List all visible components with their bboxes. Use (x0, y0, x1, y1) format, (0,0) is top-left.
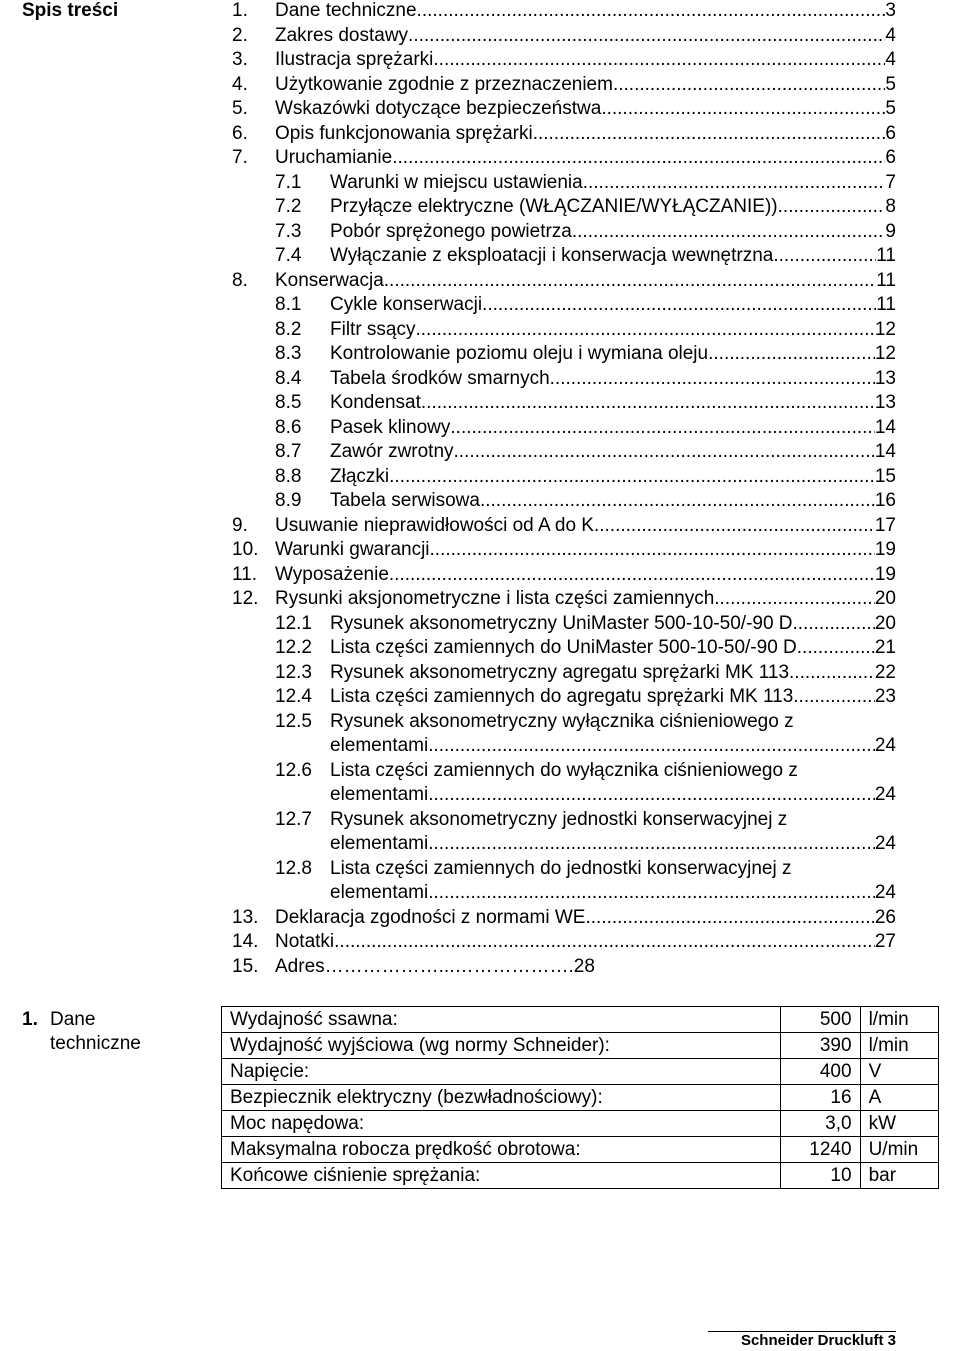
toc-entry-title: Wyłączanie z eksploatacji i konserwacja wewnętrzna (330, 245, 774, 266)
toc-entry[interactable] (232, 269, 896, 294)
spec-label: Bezpiecznik elektryczny (bezwładnościowy): (222, 1085, 781, 1111)
toc-entry-page: 14 (874, 416, 896, 438)
toc-entry-number: 12.5 (275, 710, 312, 732)
toc-entry-number: 12.4 (275, 686, 312, 707)
toc-entry-page: 28 (573, 955, 595, 977)
toc-entry[interactable] (232, 489, 896, 514)
toc-entry-leader (421, 391, 875, 416)
toc-entry-title: Kontrolowanie poziomu oleju i wymiana oleju (330, 343, 709, 364)
table-row (222, 1111, 939, 1137)
toc-entry-title: Lista części zamiennych do agregatu sprężarki MK 113 (330, 686, 794, 707)
toc-entry-leader (428, 783, 875, 808)
toc-entry-leader (408, 24, 885, 49)
toc-entry-number: 12.6 (275, 759, 312, 781)
toc-entry-number: 3. (232, 49, 248, 70)
toc-entry[interactable] (232, 906, 896, 931)
toc-entry-title: Usuwanie nieprawidłowości od A do K (275, 514, 594, 536)
toc-entry-title: Rysunek aksonometryczny UniMaster 500-10-50/-90 D (330, 612, 793, 634)
toc-entry-title: Warunki gwarancji (275, 539, 430, 560)
toc-entry-leader (789, 661, 875, 686)
toc-entry-number: 8.7 (275, 441, 302, 462)
toc-entry[interactable] (232, 0, 896, 24)
toc-entry-leader (613, 73, 885, 98)
toc-entry-number: 12.7 (275, 808, 312, 830)
toc-entry-page: 5 (885, 73, 896, 95)
toc-entry-title: Zawór zwrotny (330, 441, 454, 462)
toc-entry-number: 4. (232, 73, 248, 95)
toc-entry-title: Lista części zamiennych do wyłącznika ciśnieniowego z (330, 759, 798, 781)
toc-entry-title: Lista części zamiennych do UniMaster 500-10-50/-90 D (330, 637, 797, 658)
toc-entry[interactable] (232, 367, 896, 392)
toc-entry-number: 7.3 (275, 220, 302, 242)
toc-entry[interactable] (232, 440, 896, 465)
toc-entry-title: Adres (275, 955, 325, 977)
toc-entry-page: 4 (885, 49, 896, 70)
toc-entry-page: 9 (885, 220, 896, 242)
technical-data-table (221, 1006, 939, 1189)
toc-entry-page: 14 (874, 441, 896, 462)
toc-entry-title-continued: elementami (330, 833, 429, 854)
toc-entry-number: 12.8 (275, 857, 312, 879)
toc-entry-page: 13 (874, 392, 896, 413)
table-row (222, 1085, 939, 1111)
spec-value: 400 (780, 1059, 860, 1085)
spec-label: Napięcie: (222, 1059, 781, 1085)
toc-entry-leader (450, 416, 874, 441)
toc-entry[interactable] (232, 612, 896, 637)
toc-entry[interactable] (232, 391, 896, 416)
toc-entry-number: 10. (232, 539, 259, 560)
toc-entry-leader (797, 636, 875, 661)
toc-entry-leader (585, 906, 874, 931)
toc-entry-number: 7. (232, 147, 248, 168)
toc-entry-title: Pasek klinowy (330, 416, 451, 438)
table-row (222, 1137, 939, 1163)
toc-entry-title: Rysunek aksonometryczny jednostki konserwacyjnej z (330, 808, 788, 830)
toc-entry[interactable] (232, 538, 896, 563)
toc-entry-page: 13 (874, 367, 896, 389)
toc-entry-page: 15 (874, 465, 896, 487)
toc-entry[interactable] (232, 48, 896, 73)
spec-value: 500 (780, 1007, 860, 1033)
toc-entry-number: 5. (232, 98, 248, 119)
toc-entry-leader (482, 293, 876, 318)
toc-entry-page: 7 (885, 171, 896, 193)
toc-entry-leader (428, 832, 875, 857)
toc-entry[interactable] (232, 73, 896, 98)
toc-entry-number: 12.3 (275, 661, 312, 683)
toc-entry-leader (334, 930, 875, 955)
toc-entry-title: Opis funkcjonowania sprężarki (275, 122, 533, 144)
toc-entry-page: 27 (874, 931, 896, 952)
toc-entry-title: Ilustracja sprężarki (275, 49, 434, 70)
toc-entry-page: 17 (874, 514, 896, 536)
toc-entry-number: 14. (232, 931, 259, 952)
toc-entry-number: 13. (232, 906, 259, 928)
toc-entry-title: Cykle konserwacji (330, 294, 483, 315)
page-footer: Schneider Druckluft 3 (740, 1332, 896, 1349)
toc-entry-number: 12.1 (275, 612, 312, 634)
toc-entry-number: 6. (232, 122, 248, 144)
toc-entry-page: 11 (876, 245, 896, 266)
toc-entry[interactable] (232, 171, 896, 196)
section-number: 1. (22, 1009, 38, 1030)
toc-entry-title: Tabela serwisowa (330, 490, 480, 511)
toc-entry-page: 21 (874, 637, 896, 658)
spec-unit: A (860, 1085, 938, 1111)
toc-entry-number: 12. (232, 588, 259, 609)
toc-entry-page: 11 (876, 269, 896, 291)
toc-entry-page: 12 (874, 318, 896, 340)
toc-entry-page: 19 (874, 539, 896, 560)
table-row (222, 1163, 939, 1189)
toc-entry-number: 7.1 (275, 171, 302, 193)
toc-entry[interactable] (232, 220, 896, 245)
toc-entry-number: 8.4 (275, 367, 302, 389)
toc-entry-page: 5 (885, 98, 896, 119)
toc-entry[interactable] (232, 514, 896, 539)
toc-entry-leader (594, 514, 875, 539)
toc-entry[interactable] (232, 24, 896, 49)
toc-entry[interactable] (232, 416, 896, 441)
toc-entry-page: 24 (874, 735, 896, 756)
toc-entry-page: 6 (885, 147, 896, 168)
toc-entry-number: 12.2 (275, 637, 312, 658)
table-row (222, 1007, 939, 1033)
toc-entry-number: 9. (232, 514, 248, 536)
toc-entry-page: 12 (874, 343, 896, 364)
toc-entry-number: 8.5 (275, 392, 302, 413)
toc-entry[interactable] (232, 857, 896, 906)
toc-entry-leader (417, 0, 886, 24)
toc-entry-title: Pobór sprężonego powietrza (330, 220, 572, 242)
toc-entry-title-continued: elementami (330, 784, 429, 805)
toc-entry-number: 2. (232, 24, 248, 46)
spec-value: 16 (780, 1085, 860, 1111)
toc-entry-number: 8. (232, 269, 248, 291)
toc-entry-leader (384, 269, 876, 294)
toc-entry[interactable] (232, 661, 896, 686)
spec-label: Moc napędowa: (222, 1111, 781, 1137)
spec-value: 1240 (780, 1137, 860, 1163)
toc-entry-number: 11. (232, 563, 258, 585)
toc-entry-title-continued: elementami (330, 882, 429, 903)
spec-label: Końcowe ciśnienie sprężania: (222, 1163, 781, 1189)
toc-entry[interactable] (232, 122, 896, 147)
toc-entry-leader (454, 440, 875, 465)
toc-entry-title-continued: elementami (330, 735, 429, 756)
spec-value: 390 (780, 1033, 860, 1059)
toc-entry-page: 26 (874, 906, 896, 928)
toc-entry-title: Rysunki aksjonometryczne i lista części zamiennych (275, 588, 715, 609)
toc-entry-number: 8.3 (275, 343, 302, 364)
spec-unit: l/min (860, 1007, 938, 1033)
toc-entry-leader (428, 734, 875, 759)
section-title: Dane techniczne (50, 1009, 141, 1054)
toc-entry-number: 8.1 (275, 294, 302, 315)
toc-entry-leader (480, 489, 875, 514)
toc-entry-page: 24 (874, 833, 896, 854)
toc-entry[interactable] (232, 293, 896, 318)
toc-entry-leader (773, 244, 876, 269)
toc-entry-page: 11 (876, 294, 896, 315)
toc-entry-leader (572, 220, 886, 245)
table-row (222, 1033, 939, 1059)
table-of-contents (232, 0, 896, 979)
toc-entry[interactable] (232, 710, 896, 759)
toc-entry-title: Notatki (275, 931, 335, 952)
toc-entry-title: Uruchamianie (275, 147, 393, 168)
toc-entry-title: Użytkowanie zgodnie z przeznaczeniem (275, 73, 613, 95)
toc-entry[interactable] (232, 318, 896, 343)
toc-entry-leader (533, 122, 886, 147)
toc-entry-title: Tabela środków smarnych (330, 367, 550, 389)
toc-entry-leader (583, 171, 886, 196)
toc-entry-leader (793, 685, 875, 710)
spec-value: 10 (780, 1163, 860, 1189)
toc-entry-number: 8.2 (275, 318, 302, 340)
toc-entry-page: 24 (874, 784, 896, 805)
toc-entry-leader (433, 48, 885, 73)
toc-entry-leader (778, 195, 886, 220)
toc-entry-page: 6 (885, 122, 896, 144)
toc-entry[interactable] (232, 808, 896, 857)
toc-entry-leader (793, 612, 875, 637)
toc-entry[interactable] (232, 97, 896, 122)
toc-entry-number: 8.6 (275, 416, 302, 438)
toc-entry[interactable] (232, 930, 896, 955)
toc-entry-number: 7.2 (275, 196, 302, 217)
spec-value: 3,0 (780, 1111, 860, 1137)
toc-entry-leader (601, 97, 885, 122)
toc-entry-leader (714, 587, 875, 612)
toc-entry[interactable] (232, 146, 896, 171)
toc-entry-leader (550, 367, 875, 392)
toc-entry[interactable] (232, 759, 896, 808)
spec-label: Wydajność wyjściowa (wg normy Schneider): (222, 1033, 781, 1059)
toc-entry-title: Wskazówki dotyczące bezpieczeństwa (275, 98, 602, 119)
toc-entry-leader (416, 318, 875, 343)
toc-entry-leader (392, 146, 885, 171)
toc-entry[interactable] (232, 342, 896, 367)
toc-entry-leader (389, 563, 875, 588)
spec-label: Maksymalna robocza prędkość obrotowa: (222, 1137, 781, 1163)
spec-unit: V (860, 1059, 938, 1085)
toc-heading: Spis treści (22, 0, 119, 21)
toc-entry-page: 4 (885, 24, 896, 46)
toc-entry[interactable] (232, 685, 896, 710)
toc-entry-page: 16 (874, 490, 896, 511)
toc-entry-number: 8.9 (275, 490, 302, 511)
toc-entry-page: 22 (874, 661, 896, 683)
toc-entry-title: Warunki w miejscu ustawienia (330, 171, 583, 193)
toc-entry-title: Filtr ssący (330, 318, 416, 340)
toc-entry-page: 20 (874, 612, 896, 634)
toc-entry-title: Kondensat (330, 392, 421, 413)
toc-entry-title: Dane techniczne (275, 0, 417, 21)
toc-entry-title: Konserwacja (275, 269, 384, 291)
toc-entry-title: Zakres dostawy (275, 24, 409, 46)
spec-unit: U/min (860, 1137, 938, 1163)
toc-entry-title: Przyłącze elektryczne (WŁĄCZANIE/WYŁĄCZANIE)) (330, 196, 778, 217)
toc-entry[interactable] (232, 955, 896, 980)
toc-entry[interactable] (232, 244, 896, 269)
toc-entry-leader: ………………...………………. (324, 955, 574, 977)
toc-entry-leader (708, 342, 875, 367)
toc-entry[interactable] (232, 587, 896, 612)
toc-entry-page: 24 (874, 882, 896, 903)
toc-entry-page: 3 (885, 0, 896, 21)
spec-unit: kW (860, 1111, 938, 1137)
toc-entry-leader (389, 465, 875, 490)
toc-entry-leader (430, 538, 875, 563)
toc-entry[interactable] (232, 636, 896, 661)
toc-entry[interactable] (232, 465, 896, 490)
toc-entry-number: 1. (232, 0, 248, 21)
toc-entry-title: Lista części zamiennych do jednostki konserwacyjnej z (330, 857, 792, 879)
toc-entry-page: 8 (885, 196, 896, 217)
toc-entry-page: 23 (874, 686, 896, 707)
toc-entry-leader (428, 881, 875, 906)
spec-label: Wydajność ssawna: (222, 1007, 781, 1033)
toc-entry-title: Złączki (330, 465, 390, 487)
spec-unit: l/min (860, 1033, 938, 1059)
toc-entry-title: Deklaracja zgodności z normami WE (275, 906, 586, 928)
spec-unit: bar (860, 1163, 938, 1189)
toc-entry-number: 8.8 (275, 465, 302, 487)
table-row (222, 1059, 939, 1085)
toc-entry-title: Wyposażenie (275, 563, 389, 585)
toc-entry[interactable] (232, 563, 896, 588)
toc-entry-title: Rysunek aksonometryczny agregatu sprężarki MK 113 (330, 661, 790, 683)
toc-entry-page: 19 (874, 563, 896, 585)
toc-entry-number: 15. (232, 955, 259, 977)
toc-entry-number: 7.4 (275, 245, 302, 266)
toc-entry-title: Rysunek aksonometryczny wyłącznika ciśnieniowego z (330, 710, 794, 732)
toc-entry[interactable] (232, 195, 896, 220)
toc-entry-page: 20 (874, 588, 896, 609)
